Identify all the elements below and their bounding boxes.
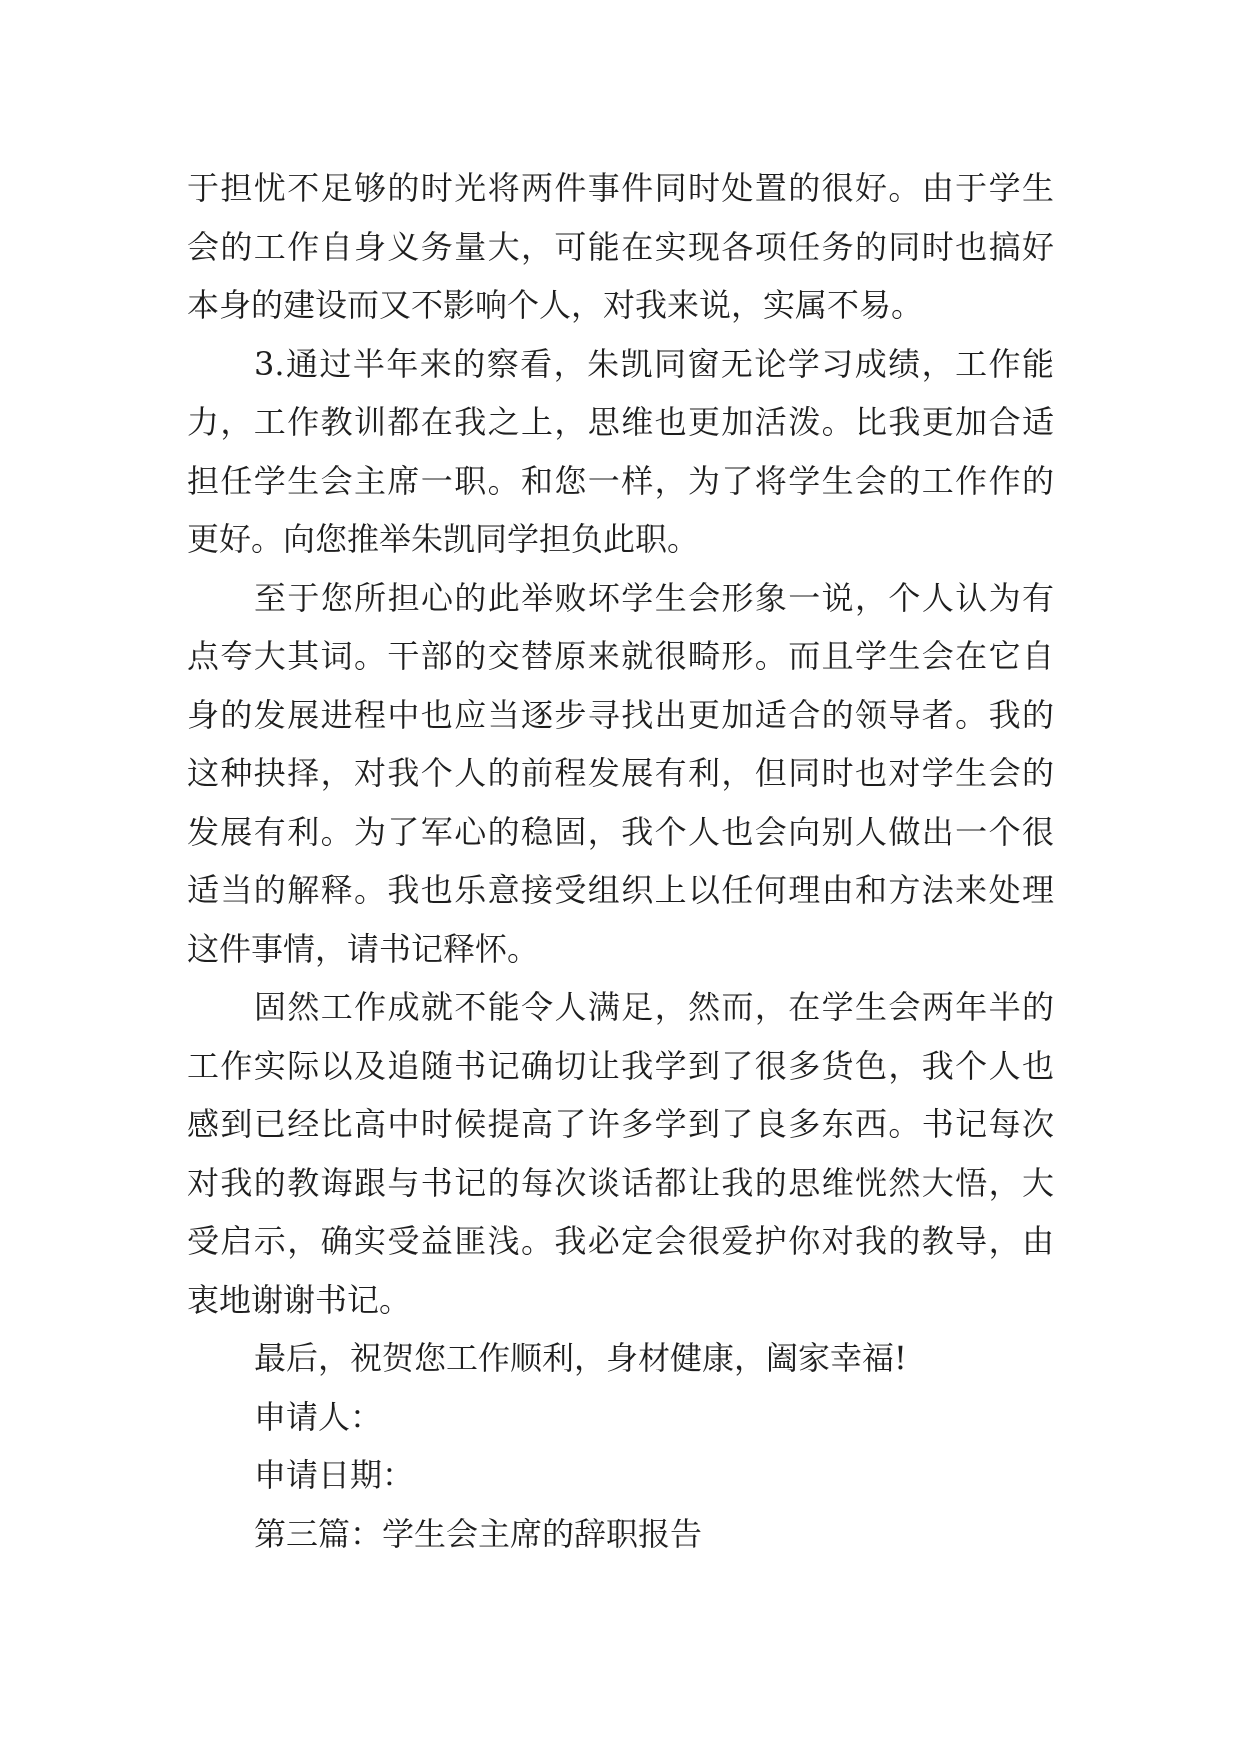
paragraph xyxy=(187,569,1054,979)
applicant-label xyxy=(187,1388,1054,1447)
document-body xyxy=(187,159,1054,1563)
paragraph-line: 申请日期： xyxy=(254,1456,415,1494)
paragraph-line: 3.通过半年来的察看，朱凯同窗无论学习成绩，工作能 xyxy=(254,344,1054,383)
paragraph-continued xyxy=(187,159,1054,335)
paragraph-line: 受启示，确实受益匪浅。我必定会很爱护你对我的教导，由 xyxy=(187,1222,1054,1260)
paragraph-line: 本身的建设而又不影响个人，对我来说，实属不易。 xyxy=(187,286,924,324)
section-heading xyxy=(187,1505,1054,1564)
paragraph xyxy=(187,978,1054,1329)
paragraph-line: 第三篇：学生会主席的辞职报告 xyxy=(254,1514,703,1553)
closing-wishes xyxy=(187,1329,1054,1388)
paragraph-line: 身的发展进程中也应当逐步寻找出更加适合的领导者。我的 xyxy=(187,695,1054,734)
paragraph-line: 对我的教诲跟与书记的每次谈话都让我的思维恍然大悟，大 xyxy=(187,1163,1054,1202)
paragraph-line: 力，工作教训都在我之上，思维也更加活泼。比我更加合适 xyxy=(187,403,1054,441)
paragraph-line: 最后，祝贺您工作顺利，身材健康，阖家幸福! xyxy=(254,1339,907,1377)
paragraph-line: 这种抉择，对我个人的前程发展有利，但同时也对学生会的 xyxy=(187,754,1054,792)
paragraph-line: 适当的解释。我也乐意接受组织上以任何理由和方法来处理 xyxy=(187,871,1054,909)
paragraph-line: 会的工作自身义务量大，可能在实现各项任务的同时也搞好 xyxy=(187,227,1054,266)
paragraph-line: 感到已经比高中时候提高了许多学到了良多东西。书记每次 xyxy=(187,1105,1054,1143)
paragraph-point-3 xyxy=(187,335,1054,569)
paragraph-line: 工作实际以及追随书记确切让我学到了很多货色，我个人也 xyxy=(187,1046,1054,1085)
paragraph-line: 点夸大其词。干部的交替原来就很畸形。而且学生会在它自 xyxy=(187,637,1054,675)
paragraph-line: 发展有利。为了军心的稳固，我个人也会向别人做出一个很 xyxy=(187,812,1054,851)
paragraph-line: 衷地谢谢书记。 xyxy=(187,1280,412,1319)
paragraph-line: 更好。向您推举朱凯同学担负此职。 xyxy=(187,520,700,558)
application-date-label xyxy=(187,1446,1054,1505)
paragraph-line: 至于您所担心的此举败坏学生会形象一说，个人认为有 xyxy=(254,578,1054,617)
paragraph-line: 固然工作成就不能令人满足，然而，在学生会两年半的 xyxy=(254,988,1054,1026)
paragraph-line: 担任学生会主席一职。和您一样，为了将学生会的工作作的 xyxy=(187,461,1054,500)
paragraph-line: 于担忧不足够的时光将两件事件同时处置的很好。由于学生 xyxy=(187,169,1054,207)
paragraph-line: 申请人： xyxy=(254,1397,383,1436)
paragraph-line: 这件事情，请书记释怀。 xyxy=(187,929,540,968)
